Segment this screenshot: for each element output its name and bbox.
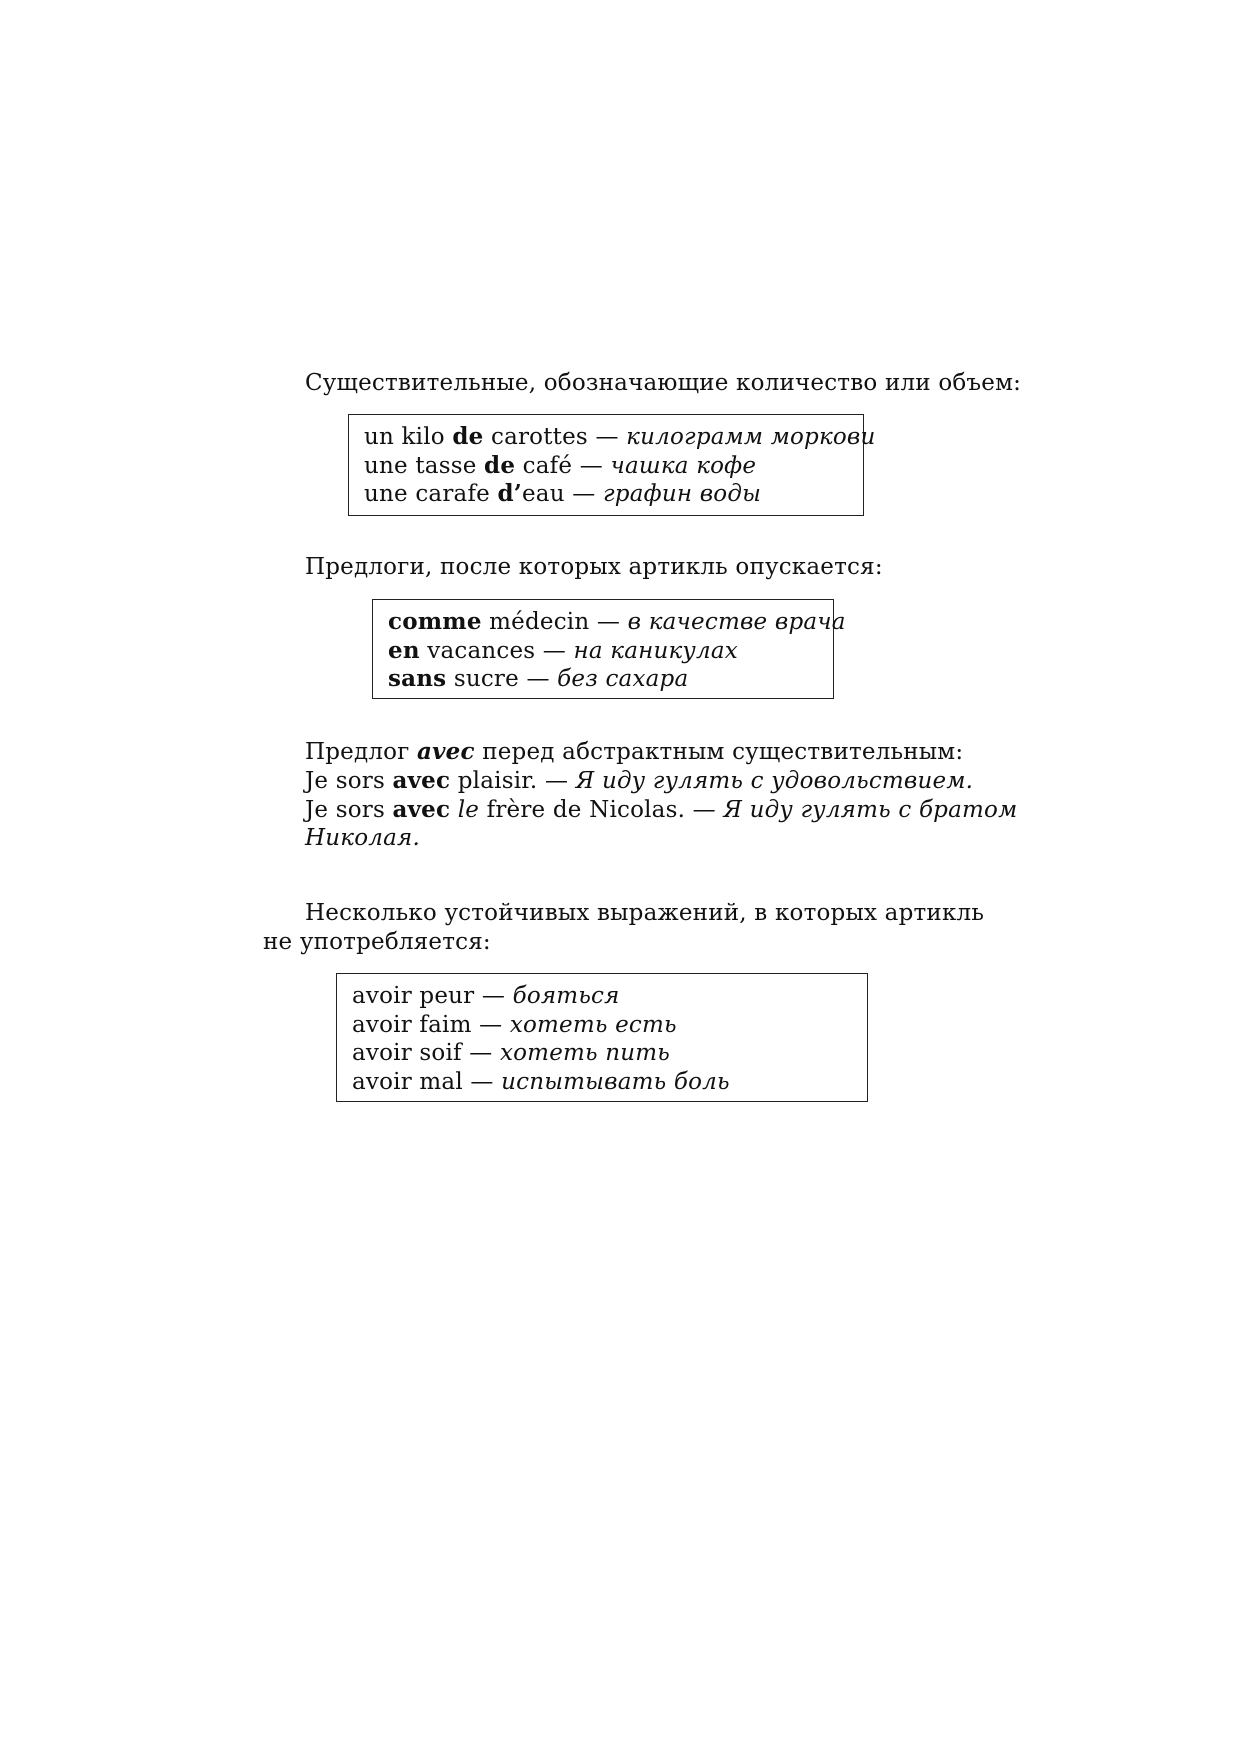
section4-heading-line1: Несколько устойчивых выражений, в которых артикль xyxy=(305,900,985,926)
section3-heading: Предлог avec перед абстрактным существительным: xyxy=(305,738,964,765)
example-row: avoir soif — хотеть пить xyxy=(352,1040,671,1066)
section4-example-box xyxy=(336,973,868,1102)
example-row: avoir peur — бояться xyxy=(352,983,620,1009)
example-row: une tasse de café — чашка кофе xyxy=(364,451,757,479)
example-row: sans sucre — без сахара xyxy=(388,665,689,692)
section1-heading: Существительные, обозначающие количество или объем: xyxy=(305,370,1022,396)
section3-example-2-continuation: Николая. xyxy=(305,825,420,851)
example-row: avoir faim — хотеть есть xyxy=(352,1011,677,1038)
section4-heading-line2: не употребляется: xyxy=(263,929,491,955)
section1-example-box xyxy=(348,414,876,516)
section3-example-1: Je sors avec plaisir. — Я иду гулять с удовольствием. xyxy=(305,767,974,794)
example-row: une carafe d’eau — графин воды xyxy=(364,480,762,507)
example-row: comme médecin — в качестве врача xyxy=(388,608,846,635)
example-row: avoir mal — испытывать боль xyxy=(352,1068,730,1095)
example-row: un kilo de carottes — килограмм моркови xyxy=(364,423,876,450)
section2-example-box xyxy=(372,599,846,699)
section2-heading: Предлоги, после которых артикль опускается: xyxy=(305,554,883,580)
section3-example-2: Je sors avec le frère de Nicolas. — Я иду гулять с братом xyxy=(305,796,1018,823)
example-row: en vacances — на каникулах xyxy=(388,636,738,664)
